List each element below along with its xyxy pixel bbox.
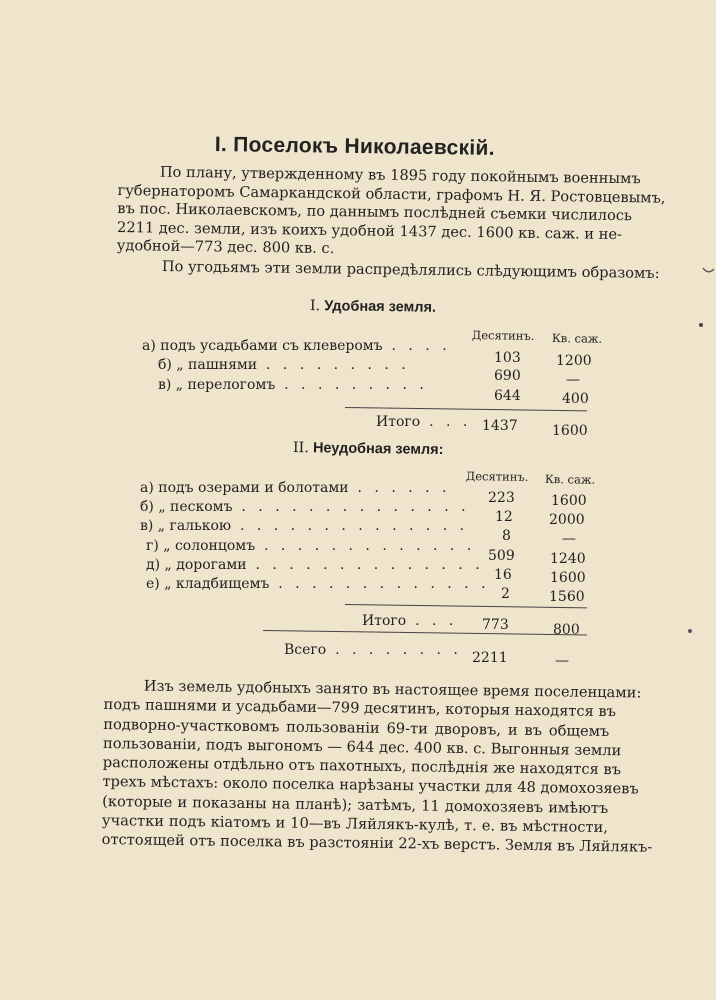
margin-mark-icon: [702, 266, 716, 276]
body-line: участки подъ кіатомъ и 10—въ Ляйлякъ-кулѣ, т. е. въ мѣстности,: [101, 812, 609, 837]
section1-row-kv: 1200: [556, 353, 592, 369]
distribution-line: По угодьямъ эти земли распредѣлялись слѣдующимъ образомъ:: [161, 258, 660, 282]
section2-row-label: е) „ кладбищемъ . . . . . . . . . . . . .: [146, 576, 490, 592]
section1-title: Удобная земля.: [324, 298, 437, 316]
section1-row-desyatin: 103: [494, 350, 521, 366]
section1-rule: [345, 407, 587, 411]
section2-col-kv: Кв. саж.: [544, 472, 596, 487]
intro-paragraph: [116, 163, 666, 262]
grand-total-label: Всего . . . . . . . .: [284, 642, 462, 658]
body-line: подворно-участковомъ пользованіи 69-ти дворовъ, и въ общемъ: [103, 715, 610, 740]
section1-row-desyatin: 644: [494, 388, 521, 404]
section2-row-kv: 2000: [549, 512, 585, 528]
intro-line: въ пос. Николаевскомъ, по даннымъ послѣдней съемки числилось: [117, 199, 633, 225]
section1-number: I.: [309, 298, 321, 315]
grand-total-desyatin: 2211: [472, 650, 508, 666]
body-line: подъ пашнями и усадьбами—799 десятинъ, которыя находятся въ: [103, 696, 617, 721]
section1-row-kv: —: [566, 372, 580, 388]
section2-row-label: б) „ пескомъ . . . . . . . . . . . . . .: [140, 499, 470, 515]
section2-row-desyatin: 509: [488, 548, 515, 564]
section1-col-kv: Кв. саж.: [551, 331, 603, 346]
section2-row-label: д) „ дорогами . . . . . . . . . . . . . .: [146, 557, 484, 573]
section2-row-desyatin: 8: [502, 528, 511, 544]
intro-line: удобной—773 дес. 800 кв. с.: [116, 236, 335, 258]
section1-row-label: в) „ перелогомъ . . . . . . . . .: [158, 377, 428, 393]
section2-row-desyatin: 2: [501, 586, 510, 602]
section1-row-label: а) подъ усадьбами съ клеверомъ . . . .: [142, 338, 451, 354]
intro-line: По плану, утвержденному въ 1895 году покойнымъ военнымъ: [159, 163, 641, 188]
grand-total-kv: —: [555, 653, 569, 669]
margin-dot-icon: [698, 322, 704, 328]
section2-row-label: а) подъ озерами и болотами . . . . . .: [140, 480, 451, 496]
section1-total-desyatin: 1437: [482, 418, 518, 434]
section1-col-desyatin: Десятинъ.: [471, 328, 535, 343]
section2-heading: [293, 440, 444, 458]
section2-row-desyatin: 223: [488, 490, 515, 506]
section1-heading: [310, 298, 436, 316]
section2-row-desyatin: 16: [494, 567, 512, 583]
section2-row-kv: —: [562, 531, 576, 547]
section2-row-label: г) „ солонцомъ . . . . . . . . . . . . .: [146, 538, 476, 554]
body-paragraph: [101, 676, 653, 857]
grand-total-rule: [263, 630, 587, 636]
margin-dot-icon: [687, 628, 693, 634]
section2-row-kv: 1240: [550, 551, 586, 567]
body-line: трехъ мѣстахъ: около поселка нарѣзаны участки для 48 домохозяевъ: [102, 773, 639, 798]
section2-title: Неудобная земля:: [312, 440, 444, 459]
section2-col-desyatin: Десятинъ.: [465, 469, 529, 484]
body-line: (которые и показаны на планѣ); затѣмъ, 11 домохозяевъ имѣютъ: [102, 792, 609, 817]
intro-line: 2211 дес. земли, изъ коихъ удобной 1437 дес. 1600 кв. саж. и не-: [116, 218, 623, 243]
section2-total-kv: 800: [553, 622, 580, 638]
page-title: I. Поселокъ Николаевскій.: [214, 133, 496, 160]
section2-row-kv: 1600: [550, 570, 586, 586]
intro-line: губернаторомъ Самаркандской области, графомъ Н. Я. Ростовцевымъ,: [117, 181, 666, 207]
section2-row-desyatin: 12: [495, 509, 513, 525]
section2-number: II.: [292, 440, 310, 457]
section2-row-kv: 1560: [549, 589, 585, 605]
body-line: пользованіи, подъ выгономъ — 644 дес. 400 кв. с. Выгонныя земли: [102, 734, 622, 760]
section1-row-label: б) „ пашнями . . . . . . . . .: [158, 357, 410, 373]
body-line: расположены отдѣльно отъ пахотныхъ, послѣднія же находятся въ: [102, 754, 622, 779]
body-line: Изъ земель удобныхъ занято въ настоящее время поселенцами:: [143, 677, 642, 702]
section2-total-label: Итого . . .: [362, 613, 458, 629]
section1-row-kv: 400: [562, 391, 589, 407]
section1-total-label: Итого . . .: [376, 414, 472, 430]
section2-total-desyatin: 773: [482, 617, 509, 633]
body-line: отстоящей отъ поселка въ разстояніи 22-хъ верстъ. Земля въ Ляйлякъ-: [101, 831, 653, 857]
section1-row-desyatin: 690: [494, 368, 521, 384]
section1-total-kv: 1600: [552, 423, 588, 439]
section2-row-label: в) „ галькою . . . . . . . . . . . . . .: [140, 518, 469, 534]
section2-row-kv: 1600: [551, 493, 587, 509]
